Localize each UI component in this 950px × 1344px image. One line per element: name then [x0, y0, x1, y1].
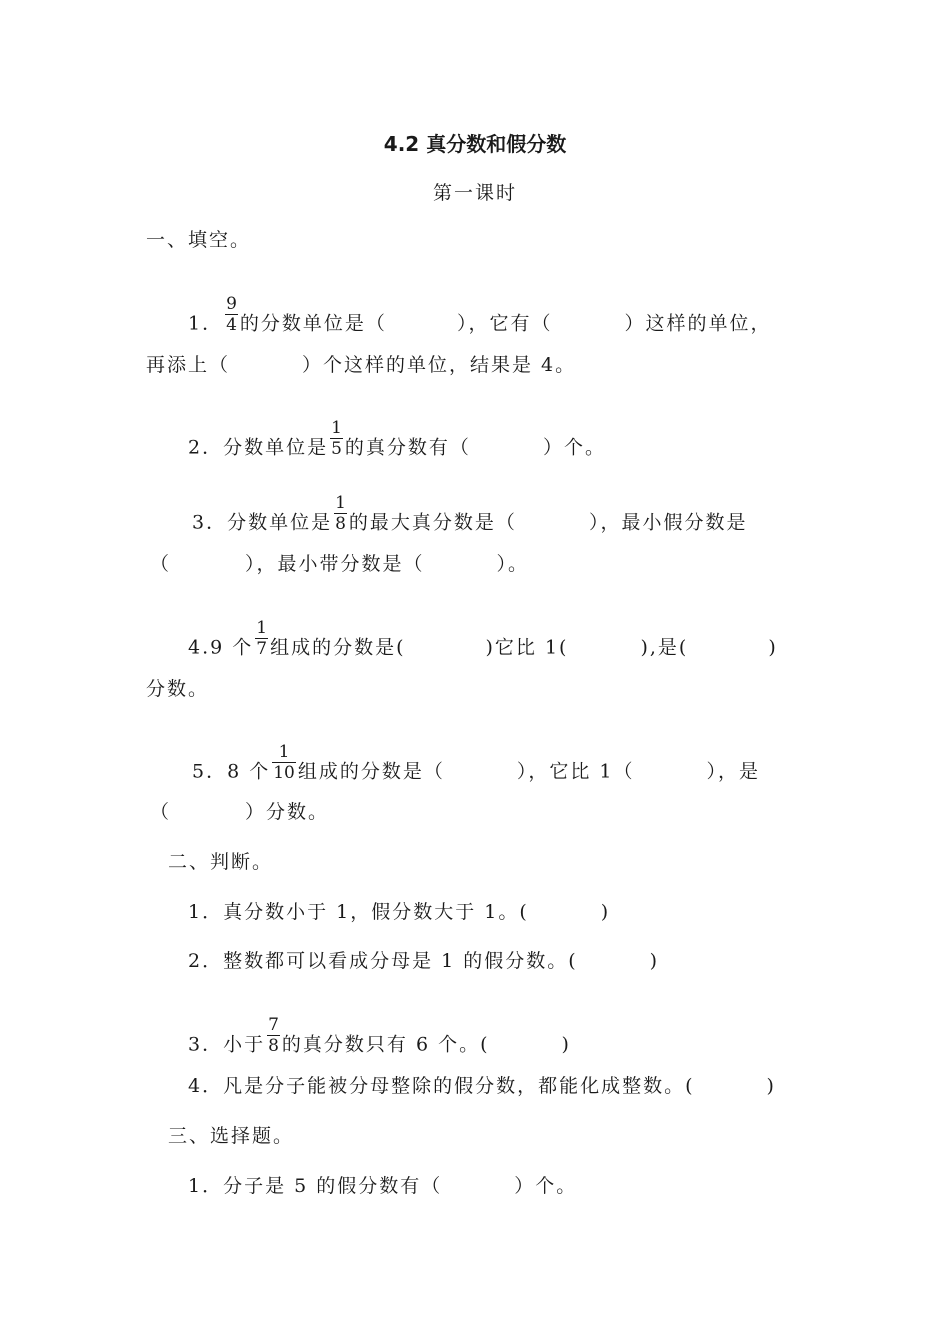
- s2-q2-text-a: 2．整数都可以看成分母是 1 的假分数。(: [188, 950, 578, 972]
- s1-q5-fraction: [272, 742, 296, 783]
- fraction-denominator: 5: [331, 439, 342, 459]
- s1-q4-label: 4.9 个: [188, 636, 254, 659]
- s1-q3-text-line2c: ）。: [496, 553, 530, 575]
- fraction-numerator: 9: [226, 294, 237, 314]
- s1-q5-text-line2b: ）分数。: [245, 801, 330, 823]
- s2-q3-fraction: [267, 1015, 280, 1056]
- s1-q1-fraction: [225, 294, 238, 335]
- s1-q4-text-a: 组成的分数是(: [270, 636, 406, 659]
- s2-q1: [188, 900, 610, 924]
- s1-q3-label: 3．分数单位是: [192, 511, 333, 534]
- s1-q4-text-b: )它比 1(: [485, 636, 569, 659]
- s1-q3-fraction: [334, 493, 347, 534]
- s1-q2-label: 2．分数单位是: [188, 436, 329, 459]
- page-subtitle: 第一课时: [432, 182, 517, 204]
- s1-q1-text-c: ）这样的单位，: [624, 312, 772, 335]
- s2-q1-text-b: ): [600, 901, 611, 923]
- s1-q1-label: 1．: [188, 312, 224, 335]
- section2-heading: 二、判断。: [168, 851, 274, 873]
- s2-q3: [188, 1015, 571, 1066]
- fraction-denominator: 8: [268, 1036, 279, 1056]
- s1-q5-line1: [192, 742, 761, 793]
- s3-q1-text-a: 1．分子是 5 的假分数有（: [188, 1175, 443, 1197]
- s3-q1-text-b: ）个。: [514, 1175, 578, 1197]
- s2-q3-text-b: ): [561, 1033, 571, 1056]
- s1-q4-line1: [188, 618, 778, 669]
- s2-q3-label: 3．小于: [188, 1033, 266, 1056]
- s1-q1-text-line2b: ）个这样的单位，结果是 4。: [302, 354, 577, 376]
- s2-q4-text-b: ): [766, 1075, 776, 1097]
- fraction-denominator: 7: [256, 639, 268, 659]
- s1-q2-line1: [188, 418, 606, 469]
- s1-q1-text-line2a: 再添上（: [146, 354, 231, 376]
- s1-q3-line2: [150, 552, 529, 576]
- fraction-numerator: 1: [335, 493, 346, 513]
- fraction-denominator: 10: [273, 763, 295, 783]
- s1-q4-text-c: ),是(: [640, 636, 689, 659]
- s2-q1-text-a: 1．真分数小于 1，假分数大于 1。(: [188, 901, 529, 923]
- s1-q4-line2: 分数。: [146, 678, 210, 700]
- s1-q5-text-a: 组成的分数是（: [297, 760, 445, 783]
- fraction-numerator: 1: [278, 742, 290, 762]
- s1-q4-text-d: ): [768, 636, 778, 659]
- s1-q2-text-b: ）个。: [542, 436, 606, 459]
- fraction-numerator: 1: [331, 418, 342, 438]
- s2-q4-text-a: 4．凡是分子能被分母整除的假分数，都能化成整数。(: [188, 1075, 695, 1097]
- fraction-numerator: 7: [268, 1015, 279, 1035]
- s2-q4: [188, 1074, 776, 1098]
- section1-heading: 一、填空。: [146, 229, 252, 251]
- s1-q5-text-c: ），是: [706, 760, 761, 783]
- s1-q5-label: 5．8 个: [192, 760, 271, 783]
- s1-q2-fraction: [330, 418, 343, 459]
- s1-q1-line1: [188, 294, 772, 345]
- s1-q1-text-b: ），它有（: [456, 312, 553, 335]
- s1-q4-fraction: [255, 618, 268, 659]
- s2-q2: [188, 949, 659, 973]
- fraction-denominator: 8: [335, 514, 346, 534]
- section3-heading: 三、选择题。: [168, 1125, 295, 1147]
- s1-q3-text-b: ），最小假分数是: [588, 511, 748, 534]
- page-title: 4.2 真分数和假分数: [383, 132, 567, 156]
- s1-q3-line1: [192, 493, 748, 544]
- fraction-denominator: 4: [226, 315, 237, 335]
- s1-q5-text-line2a: （: [150, 801, 172, 823]
- s1-q1-text-a: 的分数单位是（: [239, 312, 387, 335]
- s2-q2-text-b: ): [649, 950, 660, 972]
- s1-q3-text-line2a: （: [150, 553, 172, 575]
- s1-q2-text-a: 的真分数有（: [344, 436, 471, 459]
- s3-q1: [188, 1174, 577, 1198]
- s1-q5-text-b: ），它比 1（: [516, 760, 635, 783]
- s1-q1-line2: [146, 353, 576, 377]
- s1-q3-text-a: 的最大真分数是（: [348, 511, 517, 534]
- fraction-numerator: 1: [256, 618, 268, 638]
- s2-q3-text-a: 的真分数只有 6 个。(: [281, 1033, 490, 1056]
- s1-q5-line2: [150, 800, 329, 824]
- s1-q3-text-line2b: ），最小带分数是（: [245, 553, 425, 575]
